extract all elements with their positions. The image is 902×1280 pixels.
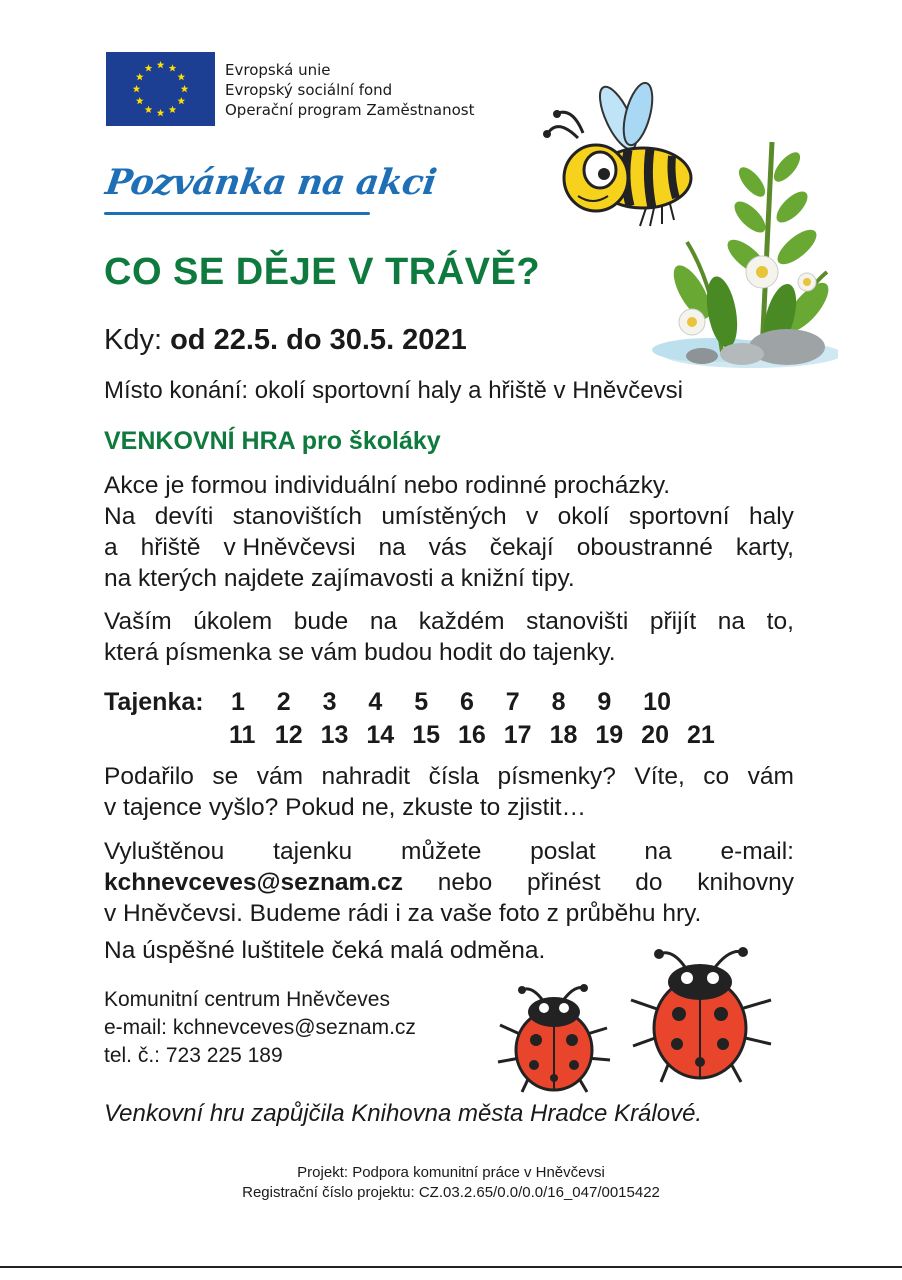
word: bude xyxy=(293,608,349,635)
invitation-underline xyxy=(104,212,370,215)
text-line: v tajence vyšlo? Pokud ne, zkuste to zjistit… xyxy=(104,794,587,821)
tajenka-number: 2 xyxy=(276,688,291,716)
tajenka-number: 8 xyxy=(551,688,566,716)
tajenka-number: 21 xyxy=(686,721,715,749)
word: čekají xyxy=(489,534,554,561)
word: v xyxy=(526,503,539,530)
project-registration: Registrační číslo projektu: CZ.03.2.65/0.0/0.0/16_047/0015422 xyxy=(242,1184,660,1201)
tajenka-number: 18 xyxy=(549,721,578,749)
contact-org: Komunitní centrum Hněvčeves xyxy=(104,988,390,1011)
word: to, xyxy=(766,608,794,635)
tajenka-number: 6 xyxy=(459,688,474,716)
word: hřiště xyxy=(140,534,201,561)
tajenka-number: 20 xyxy=(641,721,669,749)
reward-text: Na úspěšné luštitele čeká malá odměna. xyxy=(104,937,546,964)
word: stanovišti xyxy=(526,608,629,635)
tajenka-number: 11 xyxy=(229,721,256,749)
invitation-heading: Pozvánka na akci xyxy=(103,162,439,203)
event-title: CO SE DĚJE V TRÁVĚ? xyxy=(104,251,541,293)
word: přijít xyxy=(649,608,697,635)
game-heading: VENKOVNÍ HRA pro školáky xyxy=(104,427,441,455)
eu-flag-logo xyxy=(106,52,215,126)
bottom-divider xyxy=(0,1266,902,1268)
email-link[interactable]: kchnevceves@seznam.cz xyxy=(104,869,404,896)
tajenka-number: 10 xyxy=(643,688,671,716)
task-paragraph xyxy=(104,606,794,668)
tajenka-number: 13 xyxy=(320,721,349,749)
event-date xyxy=(104,324,467,357)
word: na xyxy=(644,838,672,865)
tajenka-number: 7 xyxy=(505,688,520,716)
word: nahradit xyxy=(321,763,411,790)
word: knihovny xyxy=(697,869,794,896)
tajenka-number: 9 xyxy=(597,688,612,716)
contact-email[interactable]: e-mail: kchnevceves@seznam.cz xyxy=(104,1016,416,1039)
eu-line-union: Evropská unie xyxy=(225,61,331,79)
ladybug-large-illustration xyxy=(625,942,775,1085)
tajenka-numbers-row-2 xyxy=(229,721,733,750)
word: sportovní xyxy=(628,503,730,530)
text-line xyxy=(104,836,794,867)
word: umístěných xyxy=(381,503,507,530)
word: poslat xyxy=(530,838,596,865)
word: a xyxy=(104,534,118,561)
text-line: Akce je formou individuální nebo rodinné procházky. xyxy=(104,472,671,499)
text-line xyxy=(104,606,794,637)
grass-plants-illustration xyxy=(602,122,838,372)
word: vás xyxy=(428,534,467,561)
word: můžete xyxy=(400,838,482,865)
word: devíti xyxy=(154,503,214,530)
tajenka-number: 15 xyxy=(412,721,440,749)
word: se xyxy=(212,763,239,790)
word: Víte, xyxy=(634,763,685,790)
tajenka-number: 1 xyxy=(231,688,245,716)
tajenka-number: 16 xyxy=(457,721,486,749)
loan-note: Venkovní hru zapůjčila Knihovna města Hradce Králové. xyxy=(104,1100,703,1127)
word: na xyxy=(378,534,406,561)
tajenka-number: 3 xyxy=(322,688,337,716)
word: Vaším xyxy=(104,608,172,635)
word: vám xyxy=(256,763,304,790)
text-line: která písmenka se vám budou hodit do tajenky. xyxy=(104,639,616,666)
word: úkolem xyxy=(193,608,273,635)
eu-program-text xyxy=(225,60,475,120)
text-line: v Hněvčevsi. Budeme rádi i za vaše foto z průběhu hry. xyxy=(104,900,702,927)
word: písmenky? xyxy=(497,763,616,790)
tajenka-label: Tajenka: xyxy=(104,688,204,716)
word: co xyxy=(703,763,730,790)
word: nebo xyxy=(437,869,493,896)
word: okolí xyxy=(557,503,610,530)
tajenka-number: 17 xyxy=(503,721,532,749)
event-location: Místo konání: okolí sportovní haly a hřiště v Hněvčevsi xyxy=(104,377,683,404)
tajenka-number: 14 xyxy=(366,721,395,749)
word: oboustranné xyxy=(576,534,713,561)
submission-paragraph xyxy=(104,836,794,929)
text-line: na kterých najdete zajímavosti a knižní tipy. xyxy=(104,565,575,592)
description-paragraph xyxy=(104,470,794,594)
project-name: Projekt: Podpora komunitní práce v Hněvčevsi xyxy=(297,1164,605,1181)
word: Podařilo xyxy=(104,763,194,790)
ladybug-small-illustration xyxy=(492,980,617,1095)
word: v Hněvčevsi xyxy=(223,534,356,561)
question-paragraph xyxy=(104,761,794,823)
word: do xyxy=(635,869,663,896)
eu-line-program: Operační program Zaměstnanost xyxy=(225,101,475,119)
text-line xyxy=(104,867,794,898)
contact-phone[interactable]: tel. č.: 723 225 189 xyxy=(104,1044,283,1067)
word: přinést xyxy=(527,869,601,896)
word: karty, xyxy=(735,534,794,561)
word: na xyxy=(369,608,398,635)
tajenka-number: 12 xyxy=(274,721,303,749)
word: vám xyxy=(747,763,794,790)
word: tajenku xyxy=(273,838,353,865)
tajenka-number: 19 xyxy=(595,721,624,749)
word: Na xyxy=(104,503,136,530)
eu-line-fund: Evropský sociální fond xyxy=(225,81,393,99)
text-line xyxy=(104,532,794,563)
date-value: od 22.5. do 30.5. 2021 xyxy=(170,324,467,356)
word: Vyluštěnou xyxy=(104,838,225,865)
date-label: Kdy: xyxy=(104,324,163,356)
contact-block xyxy=(104,986,416,1070)
word: každém xyxy=(418,608,505,635)
word: haly xyxy=(748,503,794,530)
tajenka-number: 4 xyxy=(368,688,383,716)
tajenka-number: 5 xyxy=(414,688,429,716)
word: na xyxy=(717,608,746,635)
text-line xyxy=(104,501,794,532)
word: čísla xyxy=(428,763,479,790)
text-line xyxy=(104,761,794,792)
word: e-mail: xyxy=(720,838,794,865)
tajenka-numbers-row-1 xyxy=(229,688,687,717)
project-footer xyxy=(0,1163,902,1203)
word: stanovištích xyxy=(232,503,363,530)
